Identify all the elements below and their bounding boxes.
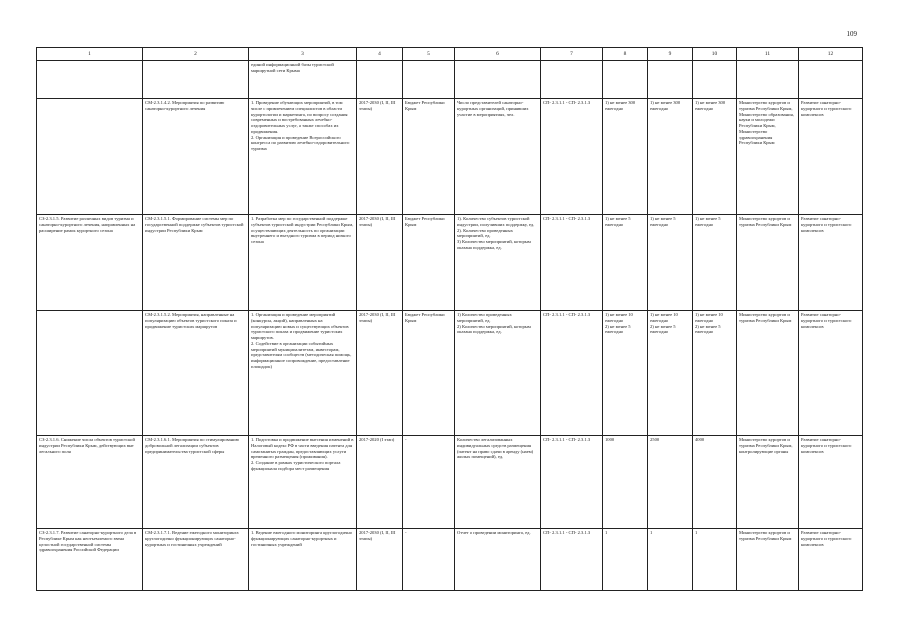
cell-link: СП- 2.3.1.1 - СП- 2.3.1.3 [541,436,603,529]
cell-task [37,61,143,99]
cell-value-3: 1 [693,529,737,591]
page-number: 109 [846,30,857,38]
table-row [37,215,863,311]
header-cell-7: 7 [541,48,603,61]
cell-value-1 [603,61,648,99]
cell-value-1: 1 [603,529,648,591]
header-cell-10: 10 [693,48,737,61]
cell-value-2: 2500 [648,436,693,529]
cell-value-1: 1) не менее 5 ежегодно [603,215,648,311]
cell-executor: Министерство курортов и туризма Республики Крым [737,311,799,436]
cell-value-3: 1) не менее 5 ежегодно [693,215,737,311]
cell-link: СП- 2.3.1.1 - СП- 2.3.1.3 [541,529,603,591]
cell-executor [737,61,799,99]
header-cell-6: 6 [455,48,541,61]
cell-actions: единой информационной базы туристской маршрутной сети Крыма [249,61,357,99]
cell-measure: СМ-2.3.1.6.1. Мероприятия по стимулированию добровольной легализации субъектов предпринимательства туристской сферы [143,436,249,529]
cell-task: СЗ-2.3.1.5. Развитие различных видов туризма и санаторно-курортного лечения, направленных на расширение рамок курортного сезона [37,215,143,311]
cell-value-2: 1) не менее 10 ежегодно 2) не менее 5 ежегодно [648,311,693,436]
table-row [37,529,863,591]
cell-actions: 1. Проведение обучающих мероприятий, в том числе с привлечением специалистов в области курортологии и маркетинга, по вопросу создания современных и востребованных лечебно-оздоровительных услуг, а также способах их продвижения. 2. Организация и проведение Всероссийского конгресса по развитию лечебно-оздоровительного туризма [249,99,357,215]
cell-value-1: 1) не менее 300 ежегодно [603,99,648,215]
cell-actions: 1. Ведение ежегодного мониторинга круглогодично функционирующих санаторно-курортных и гостиничных учреждений [249,529,357,591]
table-row [37,311,863,436]
cell-funding: Бюджет Республики Крым [403,99,455,215]
cell-executor: Министерство курортов и туризма Республики Крым [737,529,799,591]
header-row [37,48,863,61]
cell-value-3: 1) не менее 10 ежегодно 2) не менее 5 ежегодно [693,311,737,436]
cell-period: 2017-2030 (I, II, III этапы) [357,529,403,591]
cell-executor: Министерство курортов и туризма Республики Крым, контролирующие органы [737,436,799,529]
cell-period: 2017-2030 (I, II, III этапы) [357,311,403,436]
cell-funding [403,61,455,99]
header-cell-12: 12 [799,48,863,61]
cell-indicator: 1). Количество субъектов туристской индустрии, получивших поддержку, ед. 2). Количество проведенных мероприятий, ед. 3) Количество мероприятий, которым оказана поддержка, ед. [455,215,541,311]
cell-value-1: 1000 [603,436,648,529]
header-cell-9: 9 [648,48,693,61]
cell-actions: 1. Разработка мер по государственной поддержке субъектов туристской индустрии Республики Крым, осуществляющих деятельность по организации внутреннего и въездного туризма в период низкого сезона [249,215,357,311]
cell-link: СП- 2.3.1.1 - СП- 2.3.1.3 [541,99,603,215]
cell-value-3: 4000 [693,436,737,529]
cell-actions: 1. Подготовка и продвижение внесения изменений в Налоговый кодекс РФ в части введения патента для самозанятых граждан, предоставляющих услуги временного размещения (проживания). 2. Создание в рамках туристического портала функционала подбора мест размещения [249,436,357,529]
header-cell-11: 11 [737,48,799,61]
cell-link: СП- 2.3.1.1 - СП- 2.3.1.3 [541,311,603,436]
cell-measure: СМ-2.3.1.7.1. Ведение ежегодного мониторинга круглогодично функционирующих санаторно-курортных и гостиничных учреждений [143,529,249,591]
cell-result: Развитие санаторно-курортного и туристского комплексов [799,311,863,436]
cell-link [541,61,603,99]
cell-result: Развитие санаторно-курортного и туристского комплексов [799,529,863,591]
cell-indicator: Число представителей санаторно-курортных организаций, принявших участие в мероприятиях, чел. [455,99,541,215]
cell-task: СЗ-2.3.1.6. Снижение числа объектов туристской индустрии Республики Крым, действующих вне легального поля [37,436,143,529]
cell-funding: Бюджет Республики Крым [403,311,455,436]
header-cell-8: 8 [603,48,648,61]
cell-link: СП- 2.3.1.1 - СП- 2.3.1.3 [541,215,603,311]
cell-funding: - [403,436,455,529]
cell-task: СЗ-2.3.1.7. Развитие санаторно-курортного дела в Республике Крым как неотъемлемого звена целостной государственной системы здравоохранения Российской Федерации [37,529,143,591]
cell-period: 2017-2030 (I, II, III этапы) [357,215,403,311]
cell-actions: 1. Организация и проведение мероприятий (конкурсы, акций), направленных на популяризацию новых и существующих объектов туристского показа и продвижение туристских маршрутов. 2. Содействие в организации событийных мероприятий муниципалитетам, инвесторам, представителям сообществ (методическая помощь, информационное сопровождение, предоставление площадок) [249,311,357,436]
cell-measure [143,61,249,99]
cell-measure: СМ-2.3.1.4.2. Мероприятия по развитию санаторно-курортного лечения [143,99,249,215]
cell-indicator [455,61,541,99]
cell-value-2 [648,61,693,99]
cell-task [37,311,143,436]
header-cell-2: 2 [143,48,249,61]
cell-indicator: 1) Количество проведенных мероприятий, ед. 2) Количество мероприятий, которым оказана поддержка, ед. [455,311,541,436]
header-cell-4: 4 [357,48,403,61]
cell-period: 2017-2020 (I этап) [357,436,403,529]
header-cell-1: 1 [37,48,143,61]
cell-indicator: Количество легализованных индивидуальных средств размещения (патент на право сдачи в аренду (наем) жилых помещений), ед. [455,436,541,529]
cell-task [37,99,143,215]
cell-value-2: 1 [648,529,693,591]
table-row [37,436,863,529]
cell-indicator: Отчет о проведении мониторинга, ед. [455,529,541,591]
measures-table [36,47,863,591]
cell-value-2: 1) не менее 300 ежегодно [648,99,693,215]
cell-executor: Министерство курортов и туризма Республики Крым, Министерство образования, науки и молодежи Республики Крым, Министерство здравоохранения Республики Крым [737,99,799,215]
cell-funding: Бюджет Республики Крым [403,215,455,311]
cell-measure: СМ-2.3.1.5.1. Формирование системы мер по государственной поддержке субъектов туристской индустрии Республики Крым [143,215,249,311]
cell-result: Развитие санаторно-курортного и туристского комплексов [799,215,863,311]
cell-period [357,61,403,99]
cell-result: Развитие санаторно-курортного и туристского комплексов [799,99,863,215]
cell-result: Развитие санаторно-курортного и туристского комплексов [799,436,863,529]
header-cell-3: 3 [249,48,357,61]
table-row [37,61,863,99]
cell-value-3 [693,61,737,99]
header-cell-5: 5 [403,48,455,61]
table-row [37,99,863,215]
cell-executor: Министерство курортов и туризма Республики Крым [737,215,799,311]
cell-value-3: 1) не менее 300 ежегодно [693,99,737,215]
cell-period: 2017-2030 (I, II, III этапы) [357,99,403,215]
cell-measure: СМ-2.3.1.5.2. Мероприятия, направленные на популяризацию объектов туристского показа и продвижение туристских маршрутов [143,311,249,436]
cell-funding: - [403,529,455,591]
cell-result [799,61,863,99]
cell-value-1: 1) не менее 10 ежегодно 2) не менее 5 ежегодно [603,311,648,436]
cell-value-2: 1) не менее 5 ежегодно [648,215,693,311]
